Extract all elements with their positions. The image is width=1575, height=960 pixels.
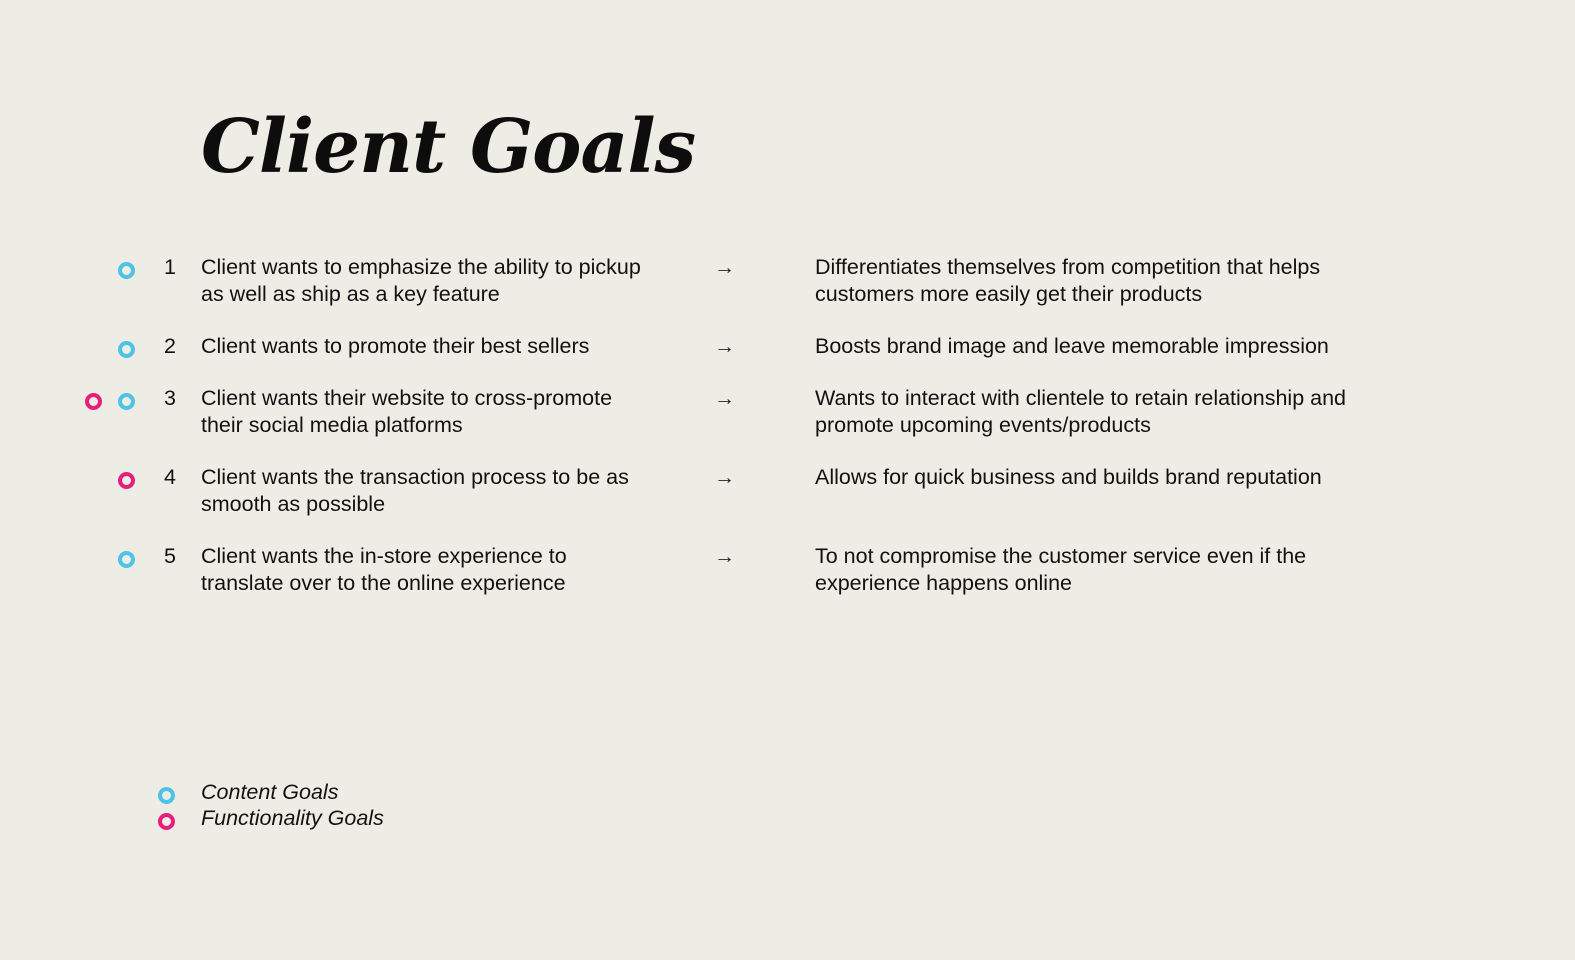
content-goal-marker-icon: [118, 341, 135, 358]
goal-reason: Wants to interact with clientele to retain relationship and promote upcoming events/products: [815, 386, 1347, 437]
goal-text: Client wants their website to cross-promote their social media platforms: [201, 386, 613, 437]
arrow-right-icon: →: [714, 256, 735, 279]
goal-reason: Differentiates themselves from competition that helps customers more easily get their products: [815, 255, 1321, 306]
functionality-goal-marker-icon: [118, 472, 135, 489]
page-title: Client Goals: [201, 104, 696, 190]
goal-row-1: [0, 255, 1575, 322]
goal-text: Client wants to emphasize the ability to pickup as well as ship as a key feature: [201, 255, 641, 306]
goal-text: Client wants to promote their best sellers: [201, 334, 590, 358]
content-goal-marker-icon: [118, 551, 135, 568]
legend-label-content: Content Goals: [201, 780, 339, 804]
goal-reason: Boosts brand image and leave memorable impression: [815, 334, 1329, 358]
goal-number: 3: [164, 386, 176, 410]
legend-item-functionality: [0, 806, 500, 840]
goal-row-4: [0, 465, 1575, 532]
goal-reason: Allows for quick business and builds brand reputation: [815, 465, 1322, 489]
goal-number: 5: [164, 544, 176, 568]
goal-row-3: [0, 386, 1575, 453]
content-goal-legend-icon: [158, 787, 175, 804]
goal-row-5: [0, 544, 1575, 611]
content-goal-marker-icon: [118, 262, 135, 279]
legend-label-functionality: Functionality Goals: [201, 806, 384, 830]
goal-number: 1: [164, 255, 176, 279]
goal-number: 4: [164, 465, 176, 489]
content-goal-marker-icon: [118, 393, 135, 410]
functionality-goal-legend-icon: [158, 813, 175, 830]
goal-text: Client wants the in-store experience to translate over to the online experience: [201, 544, 567, 595]
arrow-right-icon: →: [714, 387, 735, 410]
arrow-right-icon: →: [714, 545, 735, 568]
goal-reason: To not compromise the customer service even if the experience happens online: [815, 544, 1307, 595]
goal-text: Client wants the transaction process to be as smooth as possible: [201, 465, 629, 516]
arrow-right-icon: →: [714, 466, 735, 489]
arrow-right-icon: →: [714, 335, 735, 358]
goal-number: 2: [164, 334, 176, 358]
functionality-goal-marker-icon: [85, 393, 102, 410]
